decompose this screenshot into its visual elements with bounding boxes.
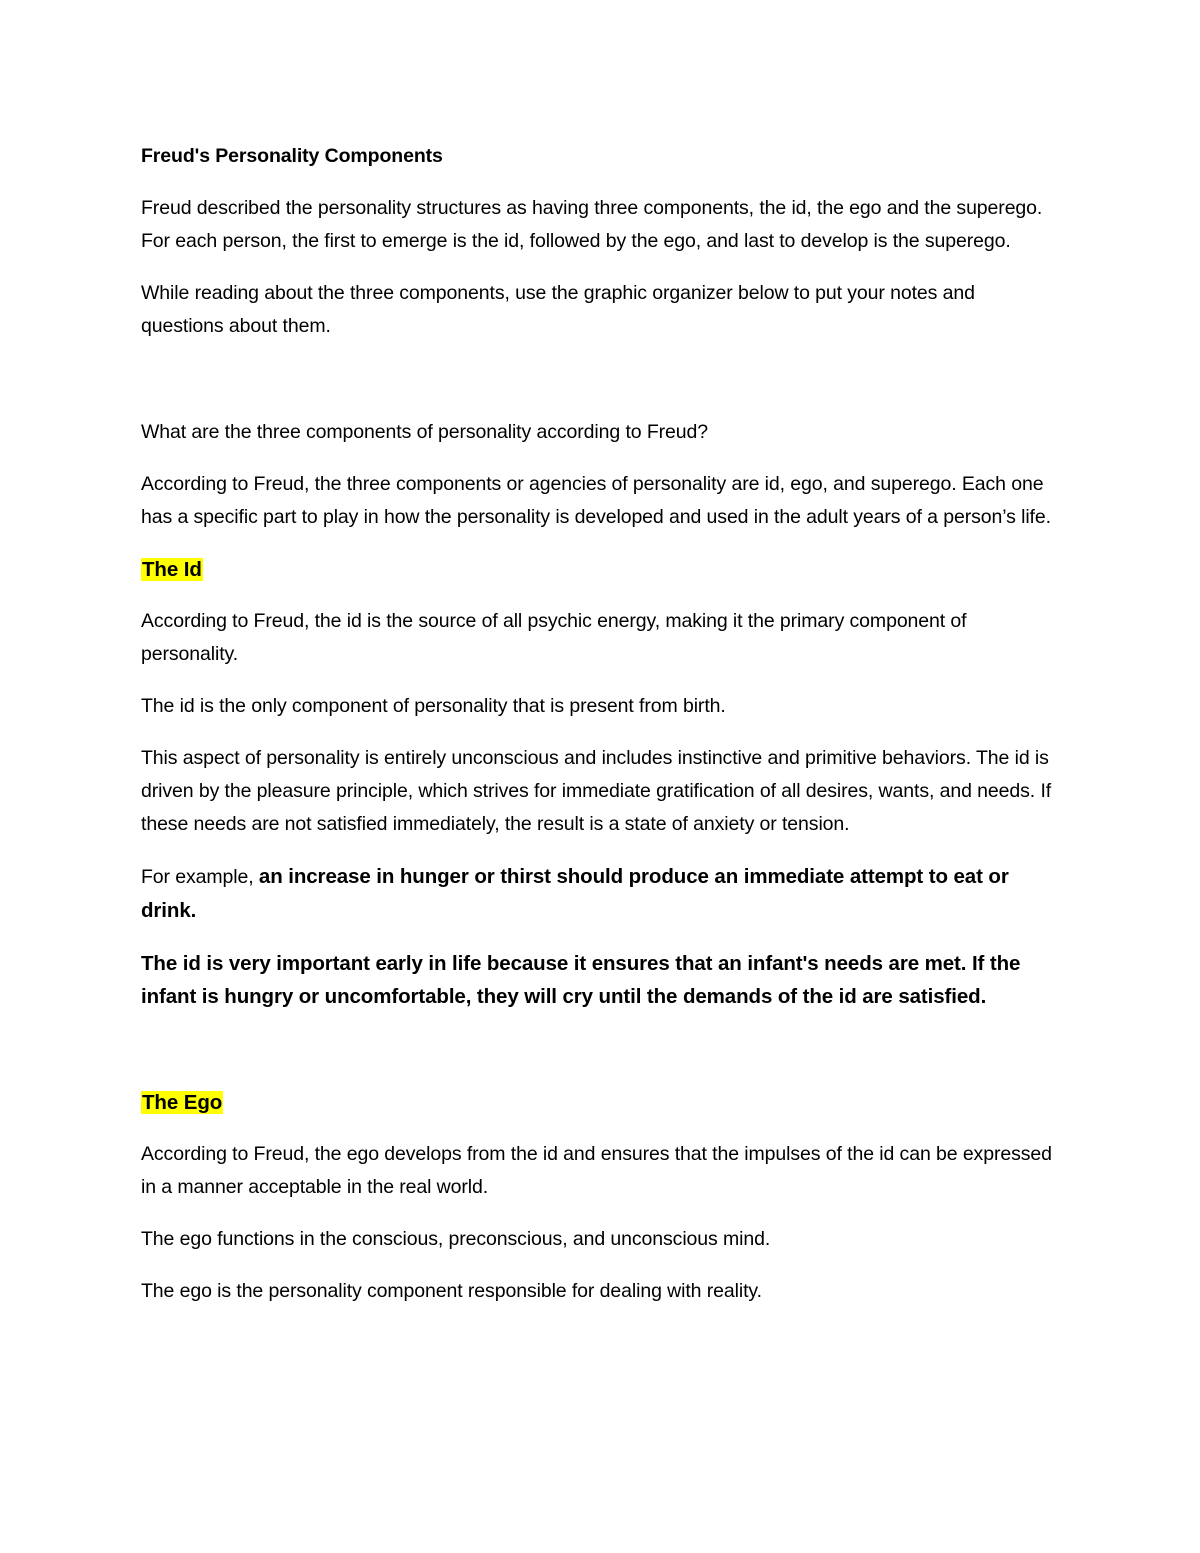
ego-heading-highlight: The Ego <box>142 1091 223 1114</box>
id-heading-highlight: The Id <box>142 558 202 581</box>
id-example-bold: an increase in hunger or thirst should produce an immediate attempt to eat or drink. <box>141 865 1009 922</box>
ego-section-heading <box>141 1086 1061 1119</box>
id-paragraph-1: According to Freud, the id is the source of all psychic energy, making it the primary component of personality. <box>141 610 967 665</box>
document-title: Freud's Personality Components <box>141 145 443 167</box>
answer-paragraph: According to Freud, the three components or agencies of personality are id, ego, and superego. Each one has a specific part to play in how the personality is developed and used in the adult years of a person’s life. <box>141 473 1051 528</box>
id-section-heading <box>141 553 1061 586</box>
id-paragraph-2: The id is the only component of personality that is present from birth. <box>141 695 726 717</box>
ego-paragraph-2: The ego functions in the conscious, preconscious, and unconscious mind. <box>141 1228 771 1250</box>
intro-paragraph: Freud described the personality structures as having three components, the id, the ego and the superego. For each person, the first to emerge is the id, followed by the ego, and last to develop is the superego. <box>141 197 1043 252</box>
id-example-paragraph <box>141 860 1061 928</box>
spacer <box>141 362 1061 416</box>
ego-paragraph-3: The ego is the personality component responsible for dealing with reality. <box>141 1280 762 1302</box>
spacer <box>141 1032 1061 1086</box>
instructions-paragraph: While reading about the three components, use the graphic organizer below to put your notes and questions about them. <box>141 282 975 337</box>
id-example-lead: For example, <box>141 866 259 888</box>
id-paragraph-3: This aspect of personality is entirely unconscious and includes instinctive and primitive behaviors. The id is driven by the pleasure principle, which strives for immediate gratification of all desires, wants, and needs. If these needs are not satisfied immediately, the result is a state of anxiety or tension. <box>141 747 1052 835</box>
document-body <box>141 140 1061 1327</box>
id-paragraph-5: The id is very important early in life because it ensures that an infant's needs are met. If the infant is hungry or uncomfortable, they will cry until the demands of the id are satisfied. <box>141 952 1021 1008</box>
question-paragraph: What are the three components of personality according to Freud? <box>141 421 709 443</box>
ego-paragraph-1: According to Freud, the ego develops from the id and ensures that the impulses of the id can be expressed in a manner acceptable in the real world. <box>141 1143 1052 1198</box>
